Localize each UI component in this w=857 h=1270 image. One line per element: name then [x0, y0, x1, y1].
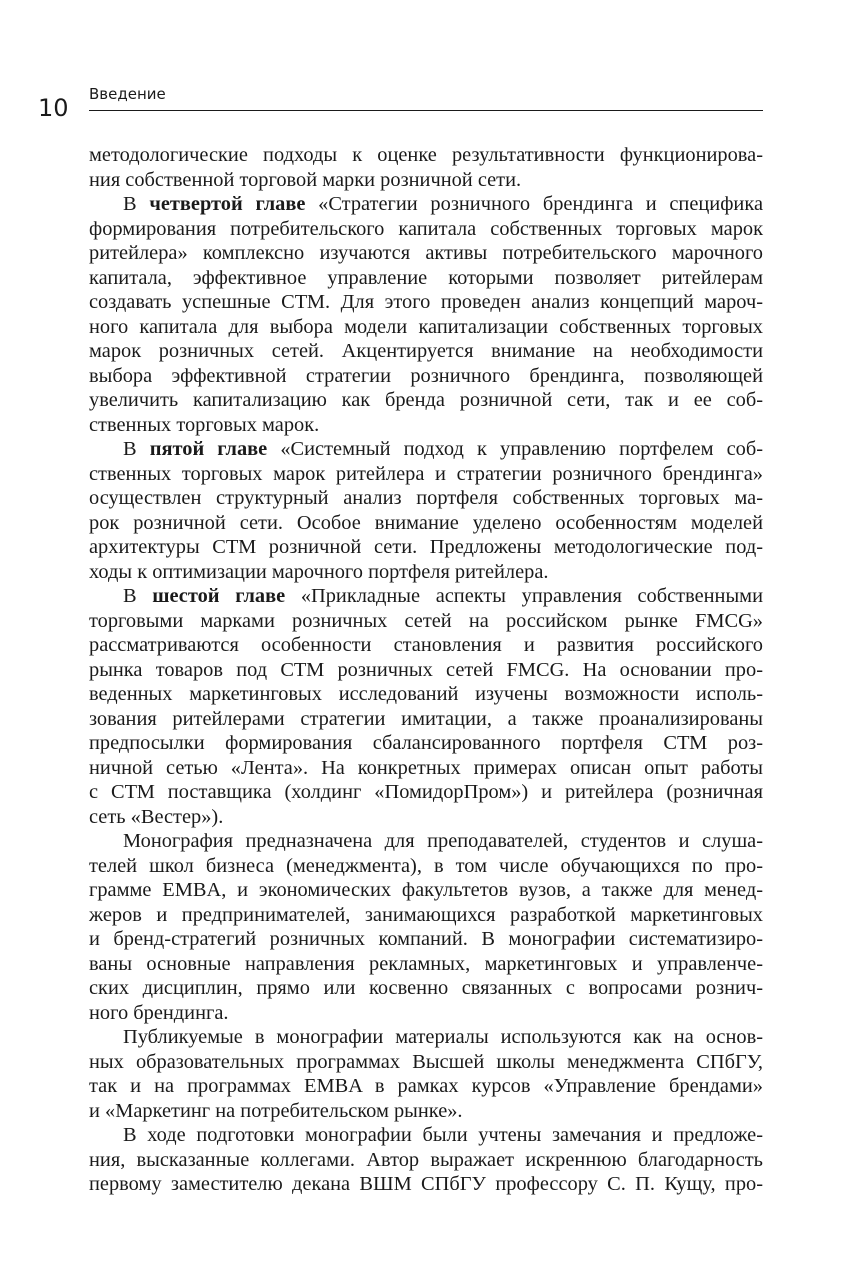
- text-line: ного брендинга.: [89, 1001, 229, 1024]
- paragraph-continuation: [89, 143, 763, 192]
- text-line: ния собственной торговой марки розничной сети.: [89, 168, 522, 191]
- text-line: с СТМ поставщика (холдинг «ПомидорПром») и ритейлера (розничная: [89, 781, 763, 803]
- text-line: марок розничных сетей. Акцентируется внимание на необходимости: [89, 340, 763, 362]
- paragraph-chapter-five: [89, 437, 763, 584]
- text-line: ных образовательных программах Высшей школы менеджмента СПбГУ,: [89, 1050, 763, 1073]
- text-line: веденных маркетинговых исследований изучены возможности исполь-: [89, 683, 763, 705]
- text-line: Монография предназначена для преподавателей, студентов и слуша-: [123, 830, 763, 852]
- text-line: ских дисциплин, прямо или косвенно связанных с вопросами рознич-: [89, 977, 763, 999]
- text-line: методологические подходы к оценке результативности функционирова-: [89, 144, 763, 166]
- text-line: торговыми марками розничных сетей на российском рынке FMCG»: [89, 609, 763, 632]
- text-line: ритейлера» комплексно изучаются активы потребительского марочного: [89, 242, 763, 264]
- paragraph-audience: [89, 829, 763, 1025]
- text-line: предпосылки формирования сбалансированного портфеля СТМ роз-: [89, 732, 763, 754]
- text-line: ственных торговых марок.: [89, 413, 320, 436]
- text-line: рассматриваются особенности становления и развития российского: [89, 634, 763, 656]
- text-line: телей школ бизнеса (менеджмента), в том числе обучающихся по про-: [89, 854, 763, 877]
- text-line: Публикуемые в монографии материалы используются как на основ-: [123, 1026, 763, 1048]
- text-line: первому заместителю декана ВШМ СПбГУ профессору С. П. Кущу, про-: [89, 1173, 763, 1195]
- text-line: В четвертой главе «Стратегии розничного брендинга и специфика: [123, 193, 763, 215]
- text-line: сеть «Вестер»).: [89, 805, 224, 828]
- running-head: Введение: [89, 85, 166, 103]
- text-line: В ходе подготовки монографии были учтены замечания и предложе-: [123, 1124, 763, 1146]
- header-rule: [89, 110, 763, 111]
- text-line: ничной сетью «Лента». На конкретных примерах описан опыт работы: [89, 756, 763, 779]
- text-line: зования ритейлерами стратегии имитации, а также проанализированы: [89, 707, 763, 730]
- text-line: ного капитала для выбора модели капитализации собственных торговых: [89, 315, 763, 338]
- paragraph-acknowledgements: [89, 1123, 763, 1197]
- page-number: 10: [38, 94, 69, 122]
- text-line: и бренд-стратегий розничных компаний. В монографии систематизиро-: [89, 928, 763, 950]
- text-line: и «Маркетинг на потребительском рынке».: [89, 1099, 463, 1122]
- text-line: осуществлен структурный анализ портфеля собственных торговых ма-: [89, 487, 763, 509]
- paragraph-usage: [89, 1025, 763, 1123]
- text-line: увеличить капитализацию как бренда розничной сети, так и ее соб-: [89, 389, 763, 411]
- text-line: грамме EMBA, и экономических факультетов вузов, а также для менед-: [89, 879, 763, 901]
- text-line: ственных торговых марок ритейлера и стратегии розничного брендинга»: [89, 462, 763, 485]
- text-line: архитектуры СТМ розничной сети. Предложены методологические под-: [89, 536, 763, 558]
- text-line: В шестой главе «Прикладные аспекты управления собственными: [123, 585, 763, 607]
- text-line: ходы к оптимизации марочного портфеля ритейлера.: [89, 560, 549, 583]
- chapter-five-label: пятой главе: [149, 438, 268, 460]
- text-line: рок розничной сети. Особое внимание уделено особенностям моделей: [89, 511, 763, 534]
- chapter-four-label: четвертой главе: [149, 193, 306, 215]
- text-line: жеров и предпринимателей, занимающихся разработкой маркетинговых: [89, 903, 763, 926]
- text-line: В пятой главе «Системный подход к управлению портфелем соб-: [123, 438, 763, 460]
- text-line: капитала, эффективное управление которыми позволяет ритейлерам: [89, 266, 763, 289]
- body-text: [89, 143, 763, 1197]
- chapter-six-label: шестой главе: [152, 585, 286, 607]
- text-line: ния, высказанные коллегами. Автор выражает искреннюю благодарность: [89, 1148, 763, 1171]
- paragraph-chapter-four: [89, 192, 763, 437]
- text-line: так и на программах EMBA в рамках курсов «Управление брендами»: [89, 1075, 763, 1097]
- text-line: ваны основные направления рекламных, маркетинговых и управленче-: [89, 952, 763, 975]
- text-line: формирования потребительского капитала собственных торговых марок: [89, 217, 763, 240]
- text-line: рынка товаров под СТМ розничных сетей FMCG. На основании про-: [89, 658, 763, 681]
- paragraph-chapter-six: [89, 584, 763, 829]
- text-line: выбора эффективной стратегии розничного брендинга, позволяющей: [89, 364, 763, 387]
- text-line: создавать успешные СТМ. Для этого проведен анализ концепций мароч-: [89, 291, 763, 313]
